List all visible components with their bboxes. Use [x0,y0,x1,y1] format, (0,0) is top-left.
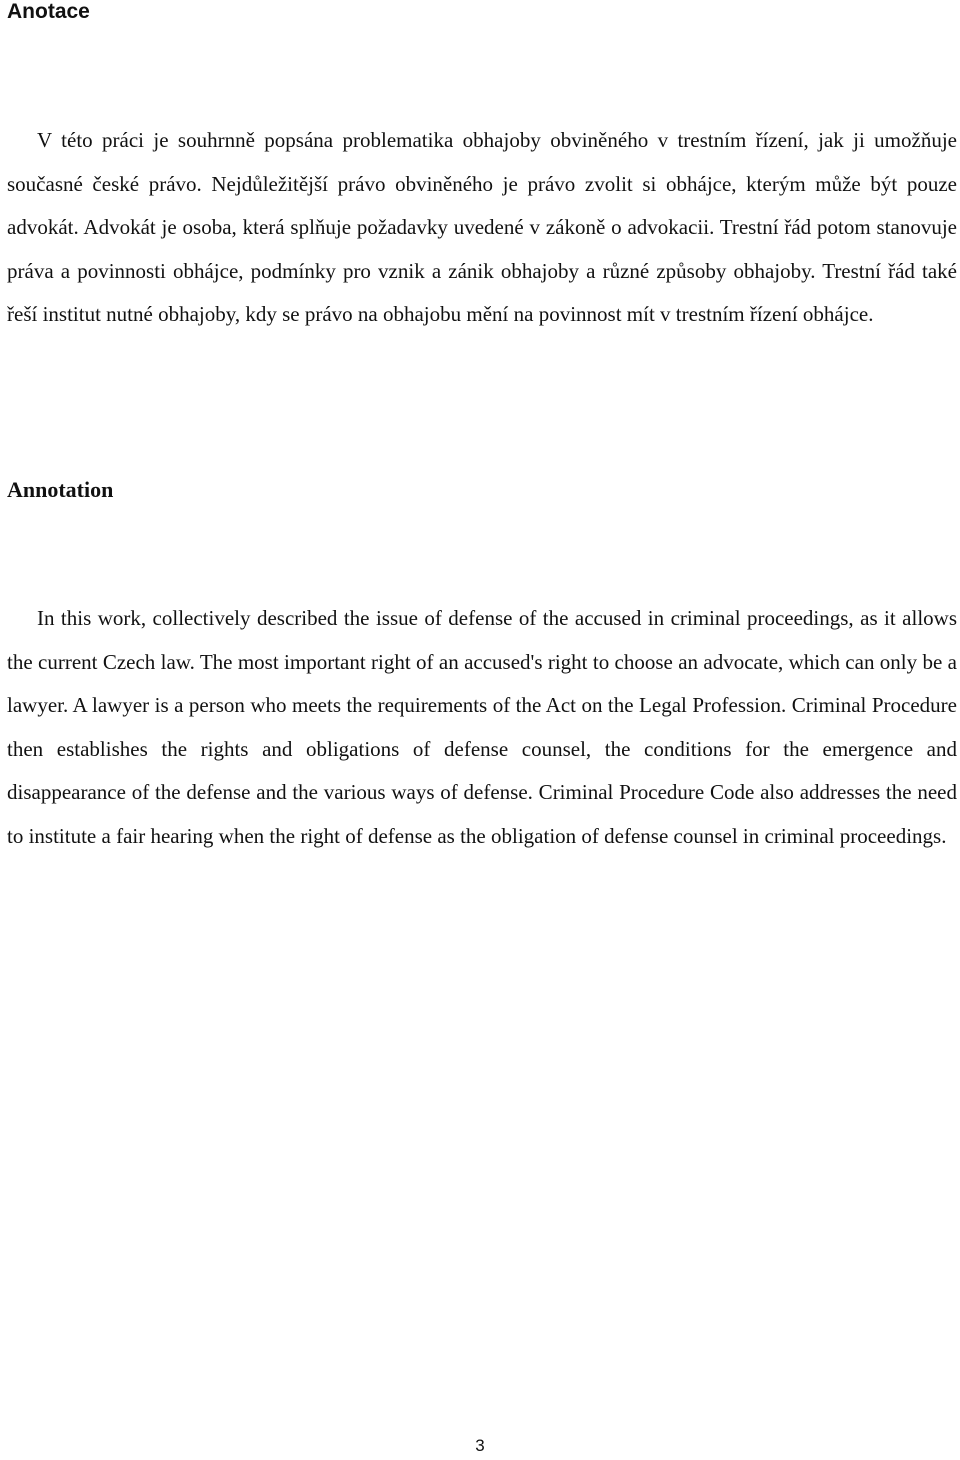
heading-annotation: Annotation [7,477,114,502]
page-number: 3 [475,1436,485,1455]
heading-anotace: Anotace [7,0,90,23]
paragraph-annotation: In this work, collectively described the issue of defense of the accused in criminal proceedings, as it allows the current Czech law. The most important right of an accused's right to choose an advocate, which can only be a lawyer. A lawyer is a person who meets the requirements of the Act on the Legal Profession. Criminal Procedure then establishes the rights and obligations of defense counsel, the conditions for the emergence and disappearance of the defense and the various ways of defense. Criminal Procedure Code also addresses the need to institute a fair hearing when the right of defense as the obligation of defense counsel in criminal proceedings. [7,606,957,848]
paragraph-anotace: V této práci je souhrnně popsána problematika obhajoby obviněného v trestním řízení, jak ji umožňuje současné české právo. Nejdůležitější právo obviněného je právo zvolit si obhájce, kterým může být pouze advokát. Advokát je osoba, která splňuje požadavky uvedené v zákoně o advokacii. Trestní řád potom stanovuje práva a povinnosti obhájce, podmínky pro vznik a zánik obhajoby a různé způsoby obhajoby. Trestní řád také řeší institut nutné obhajoby, kdy se právo na obhajobu mění na povinnost mít v trestním řízení obhájce. [7,128,957,326]
